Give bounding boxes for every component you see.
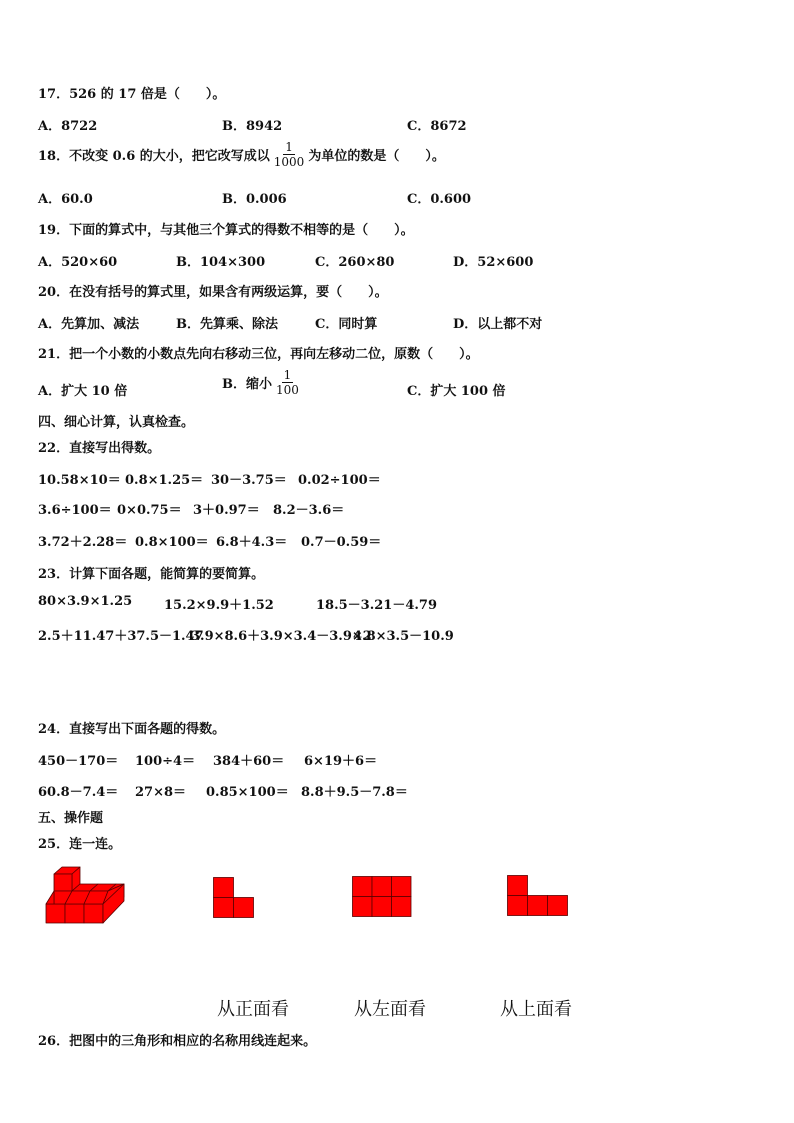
cube-3d <box>46 867 124 923</box>
q19-option-a: A．520×60 <box>38 255 118 270</box>
question-24: 24．直接写出下面各题的得数。 <box>38 722 226 737</box>
q18-option-c: C．0.600 <box>407 192 472 207</box>
q22-item: 0.02÷100＝ <box>298 473 381 488</box>
top-view-squares <box>508 876 568 916</box>
q24-item: 450－170＝ <box>38 754 119 769</box>
q20-option-c: C．同时算 <box>315 317 378 332</box>
question-25: 25．连一连。 <box>38 837 122 852</box>
q21-fraction-numerator: 1 <box>283 368 292 382</box>
q23-item: 15.2×9.9＋1.52 <box>164 598 274 613</box>
q17-option-c: C．8672 <box>407 119 467 134</box>
top-view-figure <box>507 875 568 916</box>
q24-item: 100÷4＝ <box>135 754 196 769</box>
q18-fraction-denominator: 1000 <box>273 155 305 169</box>
question-18 <box>38 140 445 169</box>
q19-option-c: C．260×80 <box>315 255 395 270</box>
q22-item: 0×0.75＝ <box>117 503 182 518</box>
q17-option-a: A．8722 <box>38 119 98 134</box>
q19-option-d: D．52×600 <box>453 255 534 270</box>
q24-item: 27×8＝ <box>135 785 187 800</box>
q21-option-c: C．扩大 100 倍 <box>407 384 506 399</box>
q21-option-a: A．扩大 10 倍 <box>38 384 128 399</box>
section-5-title: 五、操作题 <box>38 811 104 826</box>
left-view-squares <box>353 877 412 917</box>
q17-option-b: B．8942 <box>222 119 283 134</box>
q24-item: 60.8－7.4＝ <box>38 785 119 800</box>
question-21: 21．把一个小数的小数点先向右移动三位，再向左移动二位，原数（ ）。 <box>38 347 479 362</box>
q22-item: 0.8×100＝ <box>135 535 209 550</box>
section-4-title: 四、细心计算，认真检查。 <box>38 415 195 430</box>
question-19: 19．下面的算式中，与其他三个算式的得数不相等的是（ ）。 <box>38 223 414 238</box>
q18-fraction-numerator: 1 <box>285 140 293 154</box>
q19-option-b: B．104×300 <box>176 255 266 270</box>
q21-fraction-denominator: 100 <box>276 383 299 397</box>
q21-option-b-fraction <box>274 368 301 397</box>
q18-fraction <box>272 140 307 169</box>
q22-item: 6.8＋4.3＝ <box>216 535 288 550</box>
q22-item: 0.7－0.59＝ <box>301 535 382 550</box>
view-label-top: 从上面看 <box>500 999 572 1020</box>
q20-option-a: A．先算加、减法 <box>38 317 140 332</box>
question-26: 26．把图中的三角形和相应的名称用线连起来。 <box>38 1034 317 1049</box>
view-label-left: 从左面看 <box>354 999 426 1020</box>
front-view-squares <box>214 878 254 918</box>
left-view-figure <box>352 876 412 917</box>
view-label-front: 从正面看 <box>217 999 289 1020</box>
q21-option-b <box>222 368 303 397</box>
q20-option-b: B．先算乘、除法 <box>176 317 278 332</box>
q18-option-a: A．60.0 <box>38 192 93 207</box>
q18-text-before: 18．不改变 0.6 的大小，把它改写成以 <box>38 149 270 164</box>
question-17: 17．526 的 17 倍是（ ）。 <box>38 87 226 102</box>
q24-item: 8.8＋9.5－7.8＝ <box>301 785 408 800</box>
cube-solid-figure <box>44 864 128 926</box>
q20-option-d: D．以上都不对 <box>453 317 543 332</box>
question-23: 23．计算下面各题，能简算的要简算。 <box>38 567 265 582</box>
q24-item: 6×19＋6＝ <box>304 754 378 769</box>
q23-item: 4.8×3.5－10.9 <box>353 629 454 644</box>
question-20: 20．在没有括号的算式里，如果含有两级运算，要（ ）。 <box>38 285 388 300</box>
q23-item: 2.5＋11.47＋37.5－1.47 <box>38 629 204 644</box>
question-22: 22．直接写出得数。 <box>38 441 161 456</box>
q18-text-after: 为单位的数是（ ）。 <box>308 149 445 164</box>
q22-item: 30－3.75＝ <box>211 473 287 488</box>
q22-item: 3.6÷100＝ <box>38 503 112 518</box>
q24-item: 384＋60＝ <box>213 754 285 769</box>
q23-item: 18.5－3.21－4.79 <box>316 598 437 613</box>
q24-item: 0.85×100＝ <box>206 785 289 800</box>
q22-item: 3＋0.97＝ <box>193 503 260 518</box>
q22-item: 10.58×10＝ <box>38 473 121 488</box>
q18-option-b: B．0.006 <box>222 192 287 207</box>
front-view-figure <box>213 877 255 918</box>
q23-item: 3.9×8.6＋3.9×3.4－3.9×2 <box>191 629 372 644</box>
q22-item: 3.72＋2.28＝ <box>38 535 128 550</box>
q23-item: 80×3.9×1.25 <box>38 594 133 609</box>
q22-item: 0.8×1.25＝ <box>125 473 204 488</box>
q22-item: 8.2－3.6＝ <box>273 503 345 518</box>
q21-option-b-prefix: B．缩小 <box>222 377 272 392</box>
